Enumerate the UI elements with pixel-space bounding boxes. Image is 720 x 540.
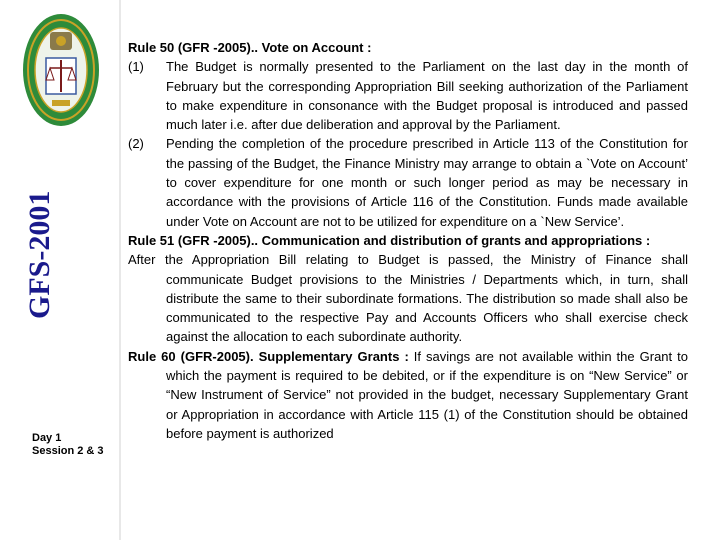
session-text: Session 2 & 3 — [32, 445, 104, 457]
gfs-title: GFS-2001 — [23, 190, 56, 320]
session-label — [32, 432, 112, 458]
emblem-logo-icon — [20, 10, 102, 130]
main-content — [128, 38, 688, 443]
day-text: Day 1 — [32, 432, 62, 444]
sidebar — [0, 0, 122, 540]
item-2-text: Pending the completion of the procedure prescribed in Article 113 of the Constitution for the passing of the Budget, the Finance Ministry may arrange to obtain a `Vote on Account’ to cover expenditure for one month or such longer period as may be necessary in accordance with the provisions of Article 116 of the Constitution. Funds made available under Vote on Account are not to be utilized for expenditure on a `New Service’. — [166, 136, 688, 229]
rule-50-item-1 — [128, 57, 688, 134]
rule-50-heading: Rule 50 (GFR -2005).. Vote on Account : — [128, 40, 372, 55]
rule-50-item-2 — [128, 134, 688, 230]
sidebar-divider — [119, 0, 121, 540]
rule-60-paragraph — [128, 347, 688, 443]
item-1-text: The Budget is normally presented to the Parliament on the last day in the month of February but the corresponding Appropriation Bill seeking authorization of the Parliament to make expenditure in consonance with the Budget proposal is introduced and passed much later i.e. after due deliberation and approval by the Parliament. — [166, 59, 688, 133]
item-1-number: (1) — [128, 59, 144, 75]
rule-60-heading: Rule 60 (GFR-2005). Supplementary Grants : — [128, 348, 409, 364]
rule-51-text: After the Appropriation Bill relating to Budget is passed, the Ministry of Finance shall communicate Budget provisions to the Ministries / Departments which, in turn, shall distribute the same to their subordinate formations. The distribution so made shall also be communicated to the respective Pay and Accounts Officers who shall exercise check against the allocation to each subordinate authority. — [128, 252, 688, 345]
rule-51-heading: Rule 51 (GFR -2005).. Communication and distribution of grants and appropriations : — [128, 232, 651, 248]
item-2-number: (2) — [128, 136, 144, 152]
rule-60-text: If savings are not available within the Grant to which the payment is required to be debited, or if the expenditure is on “New Service” or “New Instrument of Service” not provided in the budget, necessary Supplementary Grant or Appropriation in accordance with Article 115 (1) of the Constitution should be obtained before payment is authorized — [166, 348, 688, 441]
